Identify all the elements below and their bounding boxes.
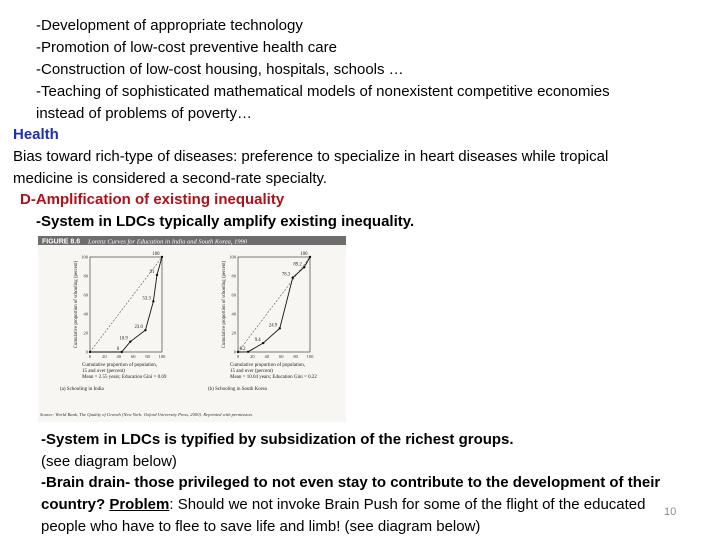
bullet-preventive-health: -Promotion of low-cost preventive health care — [36, 39, 337, 56]
bullet-subsidization: -System in LDCs is typified by subsidization of the richest groups. — [41, 431, 514, 448]
data-point — [292, 276, 294, 278]
y-tick-label: 20 — [231, 330, 236, 336]
bullet-see-diagram: (see diagram below) — [41, 453, 177, 470]
bullet-low-cost-housing: -Construction of low-cost housing, hospitals, schools … — [36, 61, 404, 78]
data-point — [262, 342, 264, 344]
data-point-label: 78.3 — [281, 272, 291, 278]
x-axis-label-2: 15 and over (percent) — [82, 369, 125, 374]
bullet-poverty-continuation: instead of problems of poverty… — [36, 105, 252, 122]
data-point — [309, 256, 311, 258]
data-point — [247, 351, 249, 353]
panel-south-korea — [208, 252, 317, 392]
x-axis-label-1: Cumulative proportion of population, — [82, 363, 157, 368]
figure-label: FIGURE 8.6 — [42, 238, 81, 246]
data-point — [161, 256, 163, 258]
x-tick-label: 0 — [236, 354, 240, 359]
y-tick-label: 100 — [229, 254, 236, 260]
data-point — [89, 351, 91, 353]
y-tick-label: 40 — [83, 311, 88, 317]
data-point-label: 100 — [300, 252, 308, 257]
data-point — [279, 327, 281, 329]
data-point-label: 10.9 — [119, 336, 128, 342]
panel-caption: (a) Schooling in India — [60, 387, 104, 392]
x-tick-label: 100 — [158, 354, 166, 359]
y-tick-label: 40 — [231, 311, 236, 317]
figure-title: Lorenz Curves for Education in India and South Korea, 1990 — [88, 238, 248, 246]
data-point-label: 0 — [116, 347, 120, 352]
panel-caption: (b) Schooling in South Korea — [208, 387, 267, 392]
y-tick-label: 100 — [81, 254, 88, 260]
y-tick-label: 80 — [231, 273, 236, 279]
data-point-label: 0.2 — [239, 346, 246, 352]
data-point — [129, 340, 131, 342]
problem-label: Problem — [109, 496, 170, 513]
data-point — [144, 329, 146, 331]
health-line-2: medicine is considered a second-rate specialty. — [13, 170, 328, 187]
figure-source: Source: World Bank, The Quality of Growth (New York: Oxford University Press, 2000). Reprinted with permission. — [40, 412, 253, 417]
data-point-label: 91 — [149, 269, 155, 275]
bullet-appropriate-technology: -Development of appropriate technology — [36, 17, 303, 34]
y-tick-label: 20 — [83, 330, 88, 336]
x-tick-label: 20 — [102, 354, 107, 359]
panel-india — [60, 252, 167, 392]
x-tick-label: 40 — [116, 354, 122, 359]
data-point-label: 9.4 — [254, 338, 261, 344]
x-axis-label-1: Cumulative proportion of population, — [230, 363, 305, 368]
x-tick-label: 60 — [278, 354, 284, 359]
panel-stats: Mean = 10.04 years; Education Gini = 0.22 — [230, 375, 317, 380]
bullet-mathematical-models: -Teaching of sophisticated mathematical models of nonexistent competitive economies — [36, 83, 610, 100]
section-d-subpoint: -System in LDCs typically amplify existing inequality. — [36, 213, 415, 230]
data-point-label: 89.2 — [293, 262, 302, 268]
y-axis-label: Cumulative proportion of schooling (percent) — [74, 260, 79, 349]
data-point — [152, 300, 154, 302]
bullet-brain-push — [41, 494, 646, 515]
data-point-label: 23.0 — [134, 325, 143, 331]
x-axis-label-2: 15 and over (percent) — [230, 369, 273, 374]
brain-push-text: : Should we not invoke Brain Push for some of the flight of the educated — [169, 496, 646, 513]
health-heading: Health — [13, 126, 59, 143]
lorenz-figure-svg — [38, 236, 346, 422]
panel-stats: Mean = 2.55 years; Education Gini = 0.69 — [82, 375, 167, 380]
health-line-1: Bias toward rich-type of diseases: preference to specialize in heart diseases while tropical — [13, 148, 609, 165]
data-point-label: 53.3 — [142, 296, 151, 302]
bullet-flee: people who have to flee to save life and limb! (see diagram below) — [41, 518, 481, 535]
data-point — [156, 274, 158, 276]
data-point-label: 24.9 — [268, 323, 278, 329]
x-tick-label: 0 — [88, 354, 92, 359]
x-tick-label: 100 — [306, 354, 314, 359]
y-tick-label: 60 — [83, 292, 88, 298]
y-axis-label: Cumulative proportion of schooling (percent) — [222, 260, 227, 349]
y-tick-label: 0 — [233, 349, 236, 355]
x-tick-label: 20 — [250, 354, 255, 359]
y-tick-label: 0 — [85, 349, 88, 355]
x-tick-label: 80 — [145, 354, 150, 359]
brain-push-prefix: country? — [41, 496, 110, 513]
lorenz-curve-figure — [38, 236, 346, 422]
x-tick-label: 60 — [130, 354, 136, 359]
y-tick-label: 80 — [83, 273, 88, 279]
bullet-brain-drain: -Brain drain- those privileged to not even stay to contribute to the development of their — [41, 474, 661, 491]
x-tick-label: 80 — [293, 354, 298, 359]
data-point — [303, 266, 305, 268]
y-tick-label: 60 — [231, 292, 236, 298]
data-point-label: 100 — [152, 252, 160, 257]
x-tick-label: 40 — [264, 354, 270, 359]
section-d-heading: D-Amplification of existing inequality — [20, 191, 285, 208]
data-point — [120, 351, 122, 353]
slide-number: 10 — [664, 506, 677, 518]
